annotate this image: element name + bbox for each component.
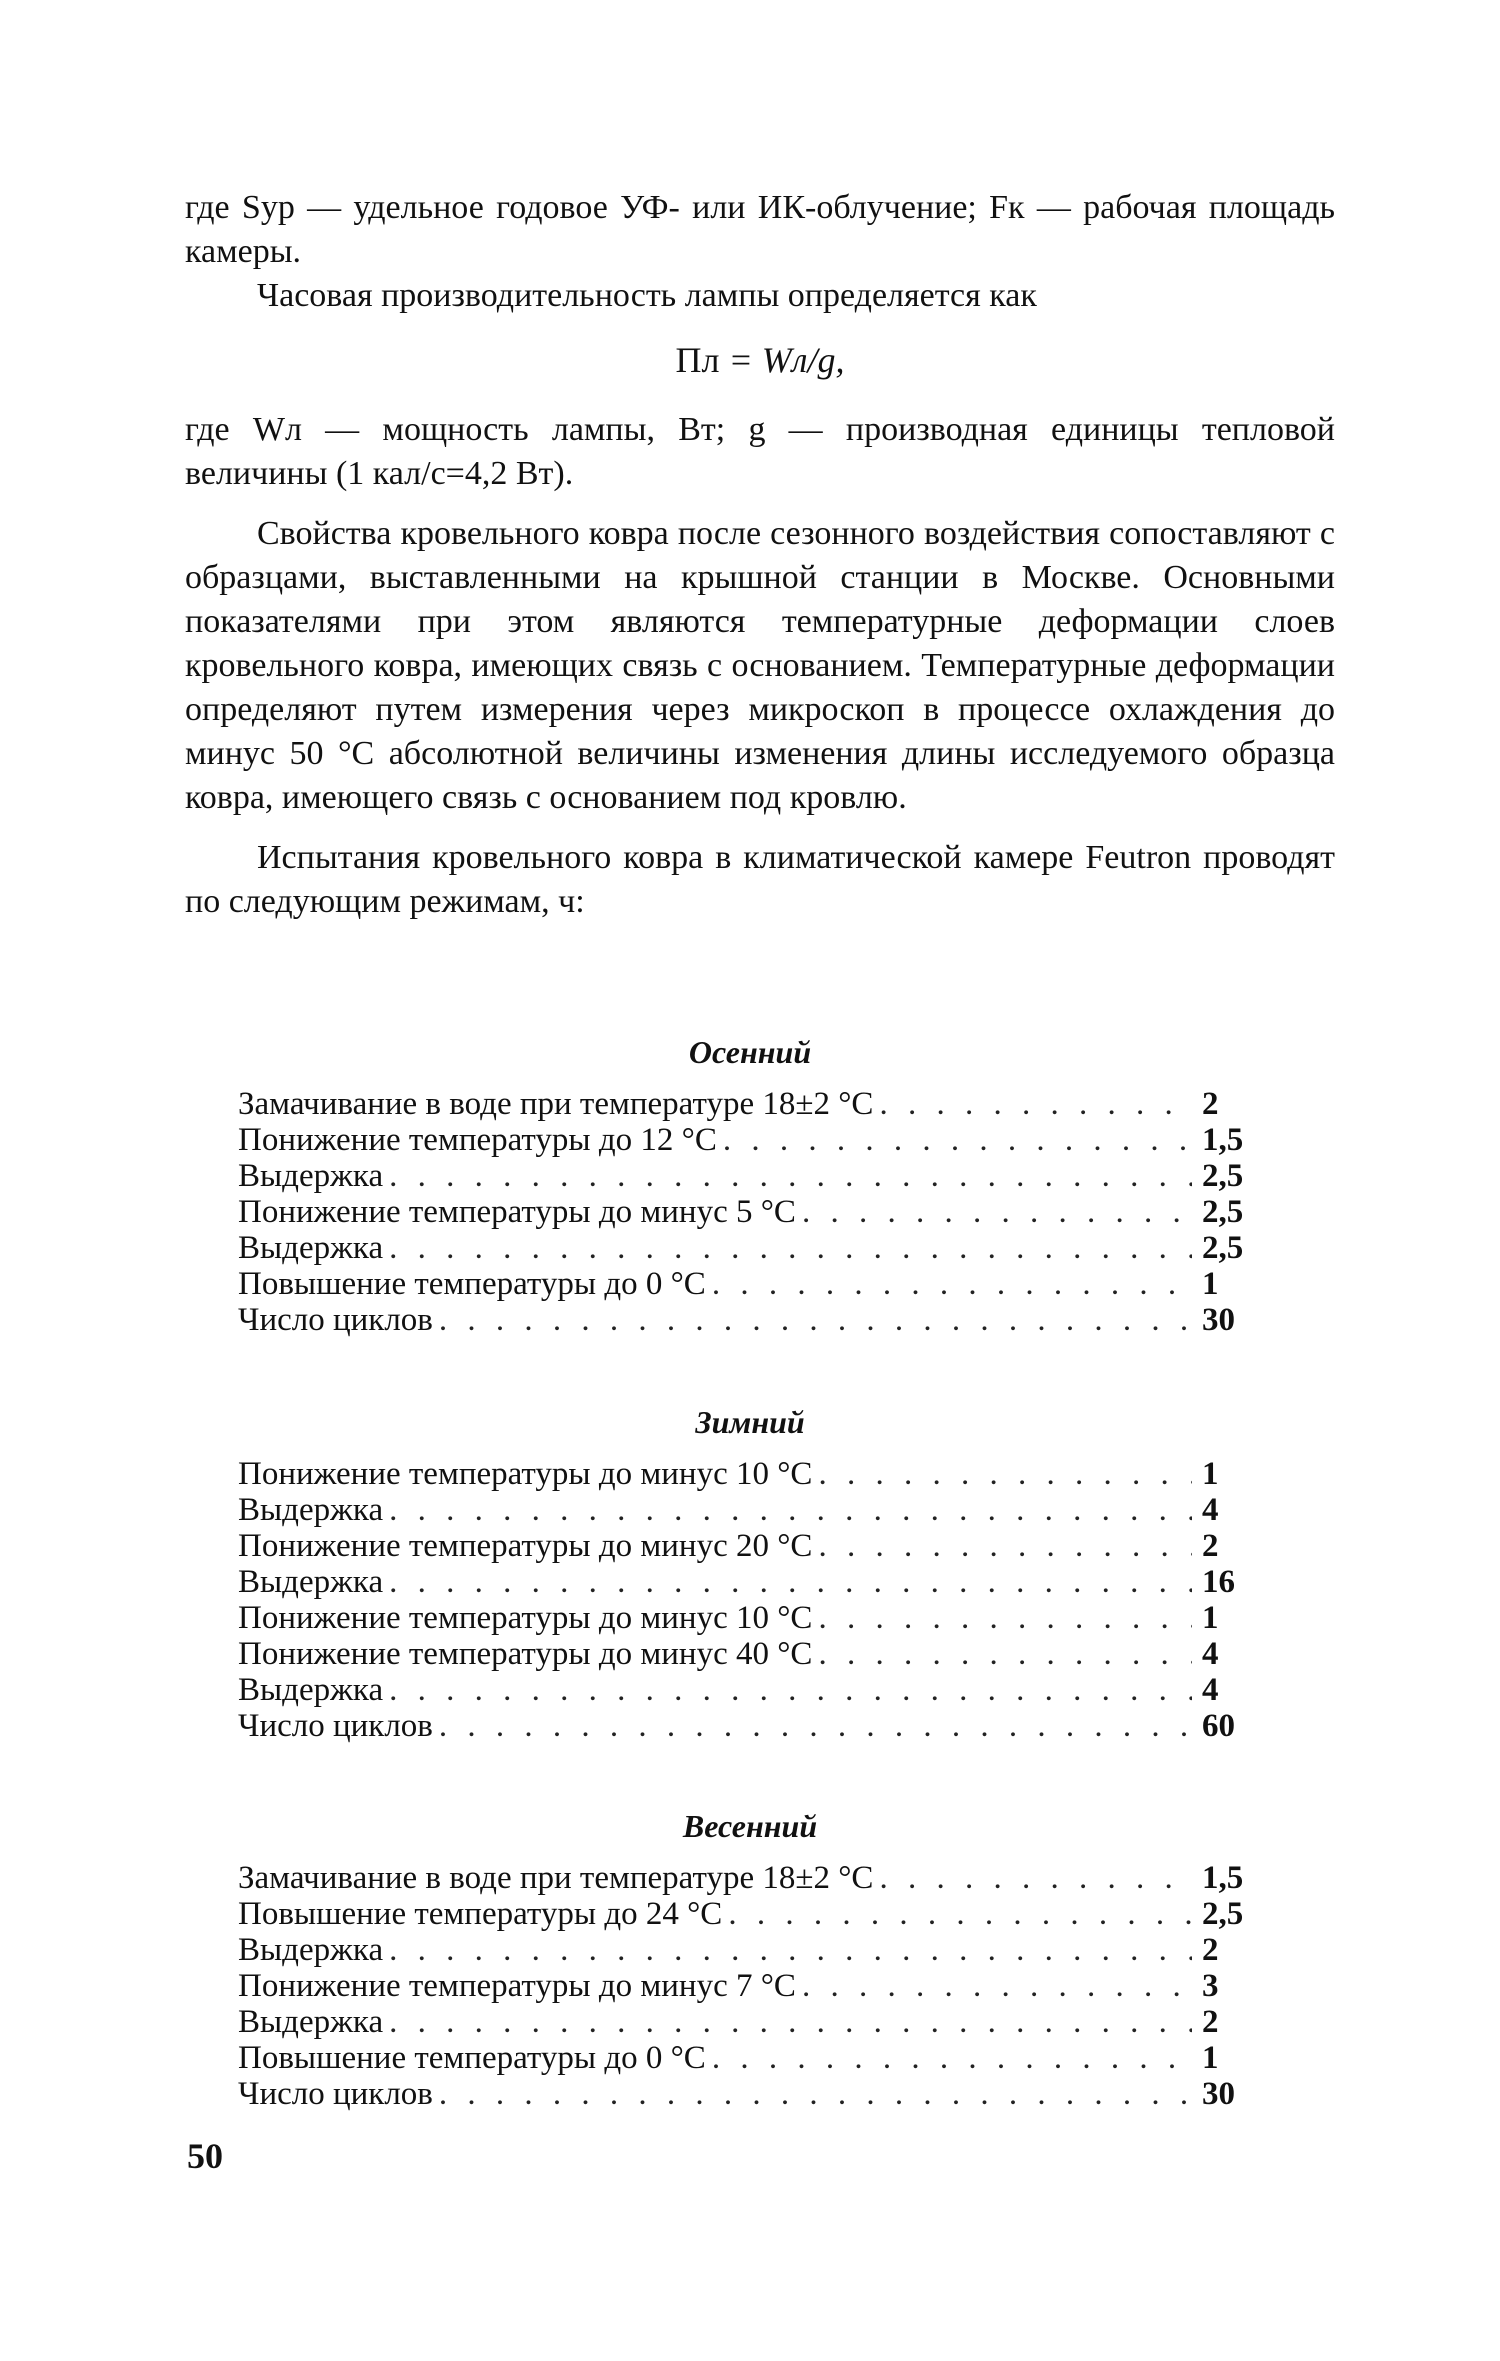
- row-label: Замачивание в воде при температуре 18±2 °С: [238, 1860, 874, 1896]
- leader-dots: [728, 1896, 1192, 1932]
- row-value: 4: [1202, 1636, 1219, 1672]
- table-row: [238, 1600, 1258, 1636]
- row-value: 2: [1202, 1086, 1219, 1122]
- table-row: [238, 1266, 1258, 1302]
- row-label: Выдержка: [238, 1564, 384, 1600]
- row-value: 2,5: [1202, 1194, 1244, 1230]
- mode-title-autumn: Осенний: [688, 1034, 812, 1070]
- leader-dots: [818, 1600, 1192, 1636]
- paragraph-tests: Испытания кровельного ковра в климатической камере Feutron проводят по следующим режимам, ч:: [185, 839, 1335, 920]
- table-row: [238, 1456, 1258, 1492]
- row-value: 1: [1202, 2040, 1219, 2076]
- row-label: Повышение температуры до 0 °С: [238, 2040, 706, 2076]
- row-value: 2: [1202, 1932, 1219, 1968]
- table-row: [238, 1158, 1258, 1194]
- table-row: [238, 1086, 1258, 1122]
- table-row: [238, 1932, 1258, 1968]
- row-value: 2,5: [1202, 1896, 1244, 1932]
- row-value: 1: [1202, 1456, 1219, 1492]
- row-label: Понижение температуры до минус 7 °С: [238, 1968, 796, 2004]
- leader-dots: [389, 1564, 1192, 1600]
- table-row: [238, 1302, 1258, 1338]
- table-row: [238, 2076, 1258, 2112]
- table-row: [238, 1492, 1258, 1528]
- row-value: 2,5: [1202, 1158, 1244, 1194]
- paragraph-definitions-1: где Sур — удельное годовое УФ- или ИК-облучение; Fк — рабочая площадь камеры.: [185, 189, 1335, 270]
- paragraph-properties: Свойства кровельного ковра после сезонного воздействия сопоставляют с образцами, выставленными на крышной станции в Москве. Основными показателями при этом являются температурные деформации слоев кровельного ковра, имеющих связь с основанием. Температурные деформации определяют путем измерения через микроскоп в процессе охлаждения до минус 50 °С абсолютной величины изменения длины исследуемого образца ковра, имеющего связь с основанием под кровлю.: [185, 515, 1335, 816]
- table-row: [238, 1122, 1258, 1158]
- row-label: Выдержка: [238, 1158, 384, 1194]
- formula: [185, 338, 1335, 382]
- table-row: [238, 1636, 1258, 1672]
- leader-dots: [818, 1456, 1192, 1492]
- mode-table-winter: [238, 1456, 1258, 1744]
- table-row: [238, 1860, 1258, 1896]
- row-label: Повышение температуры до 0 °С: [238, 1266, 706, 1302]
- row-value: 16: [1202, 1564, 1235, 1600]
- row-value: 4: [1202, 1492, 1219, 1528]
- row-label: Замачивание в воде при температуре 18±2 °С: [238, 1086, 874, 1122]
- mode-table-spring: [238, 1860, 1258, 2112]
- row-label: Число циклов: [238, 1302, 433, 1338]
- table-row: [238, 1564, 1258, 1600]
- leader-dots: [712, 2040, 1192, 2076]
- row-label: Понижение температуры до минус 10 °С: [238, 1456, 813, 1492]
- row-label: Понижение температуры до 12 °С: [238, 1122, 717, 1158]
- row-label: Число циклов: [238, 2076, 433, 2112]
- leader-dots: [439, 1302, 1192, 1338]
- row-label: Выдержка: [238, 2004, 384, 2040]
- mode-table-autumn: [238, 1086, 1258, 1338]
- row-label: Выдержка: [238, 1932, 384, 1968]
- leader-dots: [389, 1932, 1192, 1968]
- leader-dots: [439, 1708, 1192, 1744]
- mode-title-spring: Весенний: [682, 1808, 818, 1844]
- row-label: Понижение температуры до минус 40 °С: [238, 1636, 813, 1672]
- row-label: Понижение температуры до минус 5 °С: [238, 1194, 796, 1230]
- row-value: 4: [1202, 1672, 1219, 1708]
- table-row: [238, 1672, 1258, 1708]
- row-value: 2: [1202, 2004, 1219, 2040]
- leader-dots: [712, 1266, 1192, 1302]
- row-label: Выдержка: [238, 1492, 384, 1528]
- row-value: 1: [1202, 1600, 1219, 1636]
- row-value: 30: [1202, 2076, 1235, 2112]
- leader-dots: [389, 1672, 1192, 1708]
- formula-rhs: = Wл/g,: [719, 340, 845, 380]
- leader-dots: [879, 1860, 1192, 1896]
- table-row: [238, 2040, 1258, 2076]
- page-number: 50: [187, 2136, 223, 2176]
- row-value: 30: [1202, 1302, 1235, 1338]
- row-label: Понижение температуры до минус 20 °С: [238, 1528, 813, 1564]
- leader-dots: [389, 2004, 1192, 2040]
- table-row: [238, 1230, 1258, 1266]
- row-label: Выдержка: [238, 1230, 384, 1266]
- table-row: [238, 1528, 1258, 1564]
- row-value: 1,5: [1202, 1860, 1244, 1896]
- row-label: Выдержка: [238, 1672, 384, 1708]
- row-value: 1,5: [1202, 1122, 1244, 1158]
- table-row: [238, 1194, 1258, 1230]
- leader-dots: [389, 1230, 1192, 1266]
- paragraph-lamp-capacity: Часовая производительность лампы определяется как: [257, 277, 1037, 314]
- leader-dots: [389, 1492, 1192, 1528]
- row-value: 60: [1202, 1708, 1235, 1744]
- row-label: Понижение температуры до минус 10 °С: [238, 1600, 813, 1636]
- paragraph-definitions-2: где Wл — мощность лампы, Вт; g — производная единицы тепловой величины (1 кал/с=4,2 Вт).: [185, 411, 1335, 492]
- row-value: 2: [1202, 1528, 1219, 1564]
- leader-dots: [818, 1528, 1192, 1564]
- leader-dots: [389, 1158, 1192, 1194]
- table-row: [238, 1968, 1258, 2004]
- table-row: [238, 2004, 1258, 2040]
- leader-dots: [818, 1636, 1192, 1672]
- leader-dots: [802, 1968, 1192, 2004]
- leader-dots: [723, 1122, 1192, 1158]
- table-row: [238, 1708, 1258, 1744]
- row-value: 3: [1202, 1968, 1219, 2004]
- leader-dots: [439, 2076, 1192, 2112]
- leader-dots: [802, 1194, 1192, 1230]
- leader-dots: [879, 1086, 1192, 1122]
- body-text: [185, 186, 1335, 924]
- row-label: Число циклов: [238, 1708, 433, 1744]
- row-value: 1: [1202, 1266, 1219, 1302]
- row-label: Повышение температуры до 24 °С: [238, 1896, 723, 1932]
- mode-title-winter: Зимний: [695, 1404, 805, 1440]
- table-row: [238, 1896, 1258, 1932]
- formula-lhs: Пл: [675, 340, 720, 380]
- row-value: 2,5: [1202, 1230, 1244, 1266]
